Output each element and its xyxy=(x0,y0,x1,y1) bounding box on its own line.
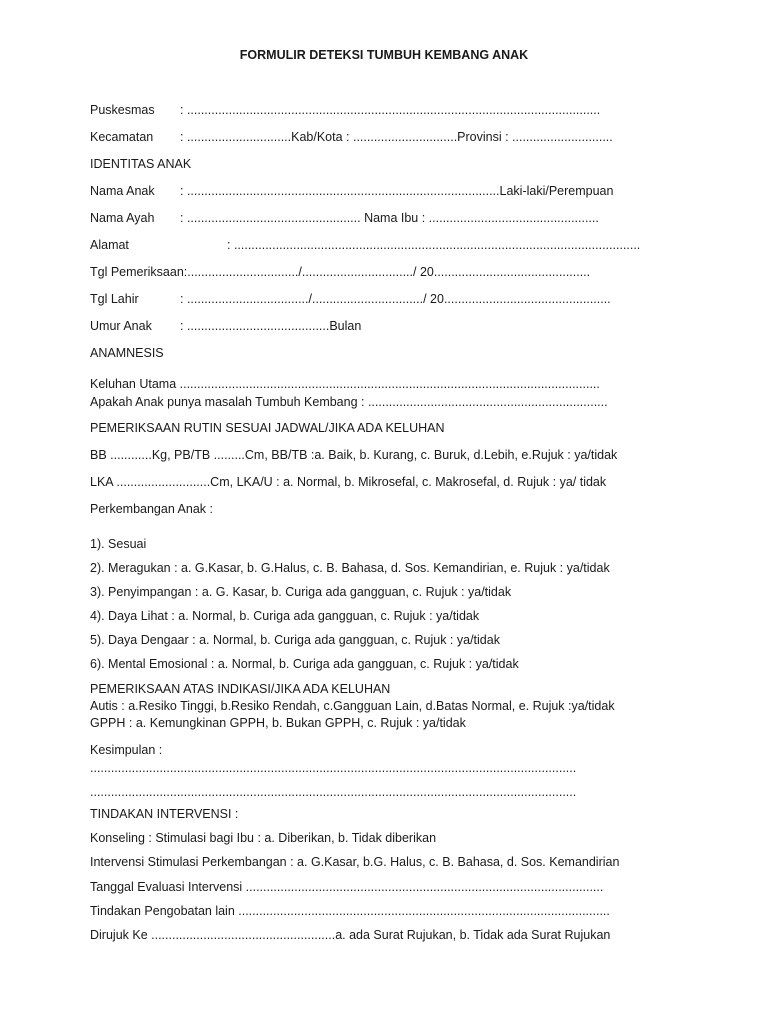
alamat-field: : ..................................................................................................................... xyxy=(227,238,641,252)
identitas-heading: IDENTITAS ANAK xyxy=(90,157,192,171)
bb-row: BB ............Kg, PB/TB .........Cm, BB/TB :a. Baik, b. Kurang, c. Buruk, d.Lebih, e.Rujuk : ya/tidak xyxy=(90,448,618,462)
nama-ayah-field: : .................................................. Nama Ibu : ................................................. xyxy=(180,211,599,225)
tgl-pemeriksaan-row: Tgl Pemeriksaan:................................/................................/ 20............................................. xyxy=(90,265,591,279)
gpph-row: GPPH : a. Kemungkinan GPPH, b. Bukan GPPH, c. Rujuk : ya/tidak xyxy=(90,716,466,730)
umur-label: Umur Anak xyxy=(90,319,152,333)
perkembangan-item: 2). Meragukan : a. G.Kasar, b. G.Halus, c. B. Bahasa, d. Sos. Kemandirian, e. Rujuk : ya/tidak xyxy=(90,561,610,575)
nama-ayah-row xyxy=(90,211,670,225)
kecamatan-label: Kecamatan xyxy=(90,130,154,144)
nama-anak-field: : ..........................................................................................Laki-laki/Perempuan xyxy=(180,184,614,198)
alamat-row xyxy=(90,238,670,252)
masalah-tumbuh-kembang-row: Apakah Anak punya masalah Tumbuh Kembang : ..................................................................... xyxy=(90,395,608,409)
keluhan-utama-row: Keluhan Utama ......................................................................................................................... xyxy=(90,377,600,391)
lka-row: LKA ...........................Cm, LKA/U : a. Normal, b. Mikrosefal, c. Makrosefal, d. Rujuk : ya/ tidak xyxy=(90,475,607,489)
autis-row: Autis : a.Resiko Tinggi, b.Resiko Rendah, c.Gangguan Lain, d.Batas Normal, e. Rujuk :ya/tidak xyxy=(90,699,615,713)
puskesmas-field: : ....................................................................................................................... xyxy=(180,103,601,117)
nama-anak-label: Nama Anak xyxy=(90,184,155,198)
nama-anak-row xyxy=(90,184,670,198)
dirujuk-row: Dirujuk Ke .....................................................a. ada Surat Rujukan, b. Tidak ada Surat Rujukan xyxy=(90,928,611,942)
evaluasi-row: Tanggal Evaluasi Intervensi ....................................................................................................... xyxy=(90,880,604,894)
pengobatan-row: Tindakan Pengobatan lain ........................................................................................................... xyxy=(90,904,610,918)
kesimpulan-label: Kesimpulan : xyxy=(90,743,163,757)
perkembangan-item: 3). Penyimpangan : a. G. Kasar, b. Curiga ada gangguan, c. Rujuk : ya/tidak xyxy=(90,585,512,599)
perkembangan-label: Perkembangan Anak : xyxy=(90,502,213,516)
intervensi-heading: TINDAKAN INTERVENSI : xyxy=(90,807,239,821)
perkembangan-item: 4). Daya Lihat : a. Normal, b. Curiga ada gangguan, c. Rujuk : ya/tidak xyxy=(90,609,480,623)
tgl-lahir-label: Tgl Lahir xyxy=(90,292,139,306)
tgl-lahir-row xyxy=(90,292,670,306)
rutin-heading: PEMERIKSAAN RUTIN SESUAI JADWAL/JIKA ADA KELUHAN xyxy=(90,421,445,435)
perkembangan-item: 6). Mental Emosional : a. Normal, b. Curiga ada gangguan, c. Rujuk : ya/tidak xyxy=(90,657,519,671)
kesimpulan-line: ............................................................................................................................................ xyxy=(90,761,577,775)
anamnesis-heading: ANAMNESIS xyxy=(90,346,164,360)
kesimpulan-line: ............................................................................................................................................ xyxy=(90,785,577,799)
kecamatan-field: : ..............................Kab/Kota : ..............................Provinsi : ............................. xyxy=(180,130,613,144)
indikasi-heading: PEMERIKSAAN ATAS INDIKASI/JIKA ADA KELUHAN xyxy=(90,682,391,696)
stimulasi-row: Intervensi Stimulasi Perkembangan : a. G.Kasar, b.G. Halus, c. B. Bahasa, d. Sos. Kemandirian xyxy=(90,855,620,869)
perkembangan-item: 5). Daya Dengaar : a. Normal, b. Curiga ada gangguan, c. Rujuk : ya/tidak xyxy=(90,633,500,647)
puskesmas-label: Puskesmas xyxy=(90,103,155,117)
puskesmas-row xyxy=(90,103,670,117)
form-title: FORMULIR DETEKSI TUMBUH KEMBANG ANAK xyxy=(239,48,529,62)
umur-row xyxy=(90,319,670,333)
umur-field: : .........................................Bulan xyxy=(180,319,362,333)
tgl-lahir-field: : .................................../................................/ 20................................................ xyxy=(180,292,611,306)
konseling-row: Konseling : Stimulasi bagi Ibu : a. Diberikan, b. Tidak diberikan xyxy=(90,831,437,845)
nama-ayah-label: Nama Ayah xyxy=(90,211,155,225)
alamat-label: Alamat xyxy=(90,238,129,252)
perkembangan-item: 1). Sesuai xyxy=(90,537,147,551)
kecamatan-row xyxy=(90,130,670,144)
